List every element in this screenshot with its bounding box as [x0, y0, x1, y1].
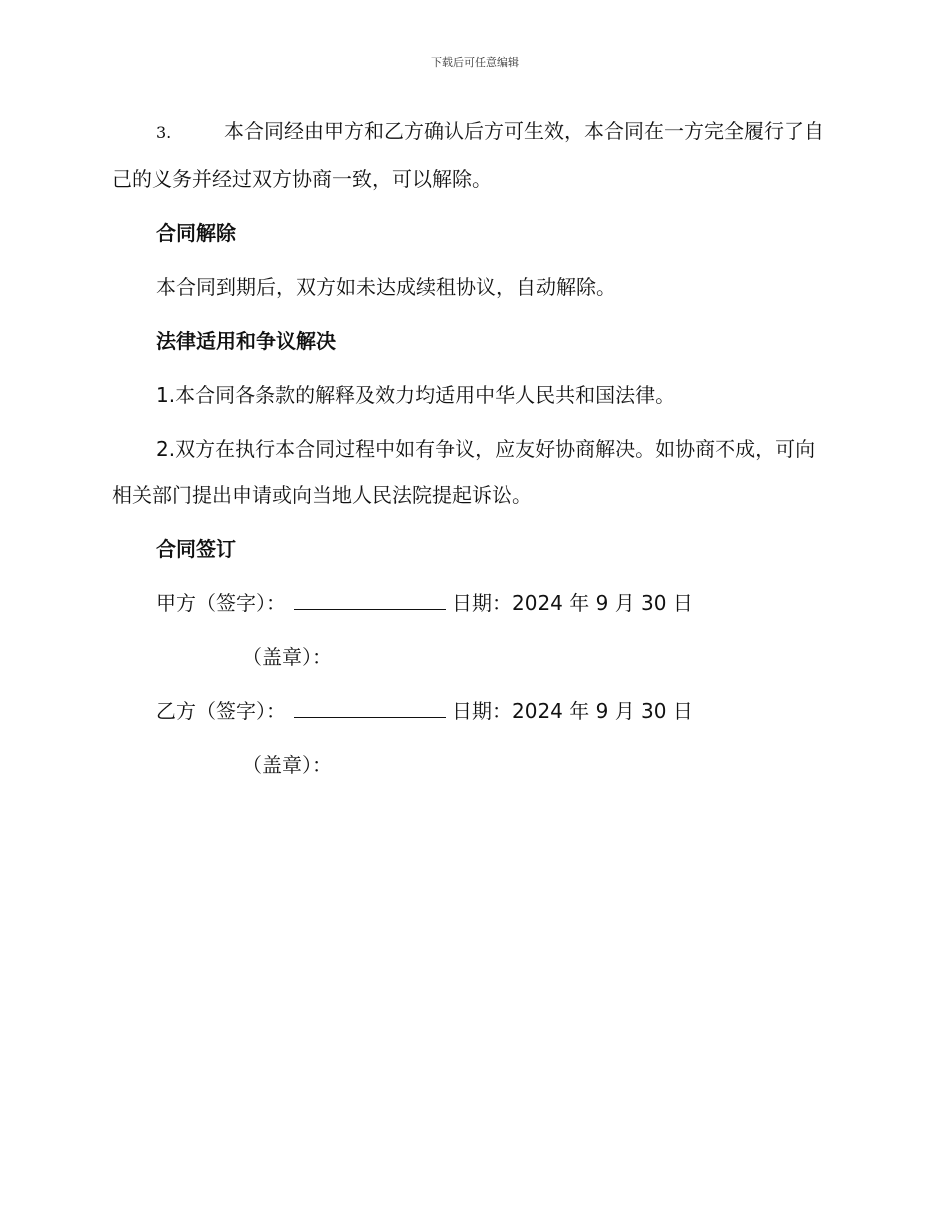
- party-a-seal-row: [112, 634, 834, 680]
- party-b-seal-label: （盖章）：: [242, 753, 332, 777]
- signing-heading: 合同签订: [156, 537, 236, 561]
- party-b-seal-row: [112, 742, 834, 788]
- page-header: 下载后可任意编辑: [431, 56, 519, 69]
- law-heading: 法律适用和争议解决: [156, 329, 336, 353]
- party-a-seal-label: （盖章）：: [242, 645, 332, 669]
- party-a-signature-line[interactable]: [294, 607, 446, 610]
- party-b-signature-row: [112, 688, 834, 734]
- party-b-label: 乙方（签字）：: [156, 699, 286, 723]
- law-item-2: 2.双方在执行本合同过程中如有争议，应友好协商解决。如协商不成，可向相关部门提出申请或向当地人民法院提起诉讼。: [112, 437, 816, 507]
- law-item-1: 1.本合同各条款的解释及效力均适用中华人民共和国法律。: [156, 383, 676, 407]
- termination-heading: 合同解除: [156, 221, 236, 245]
- termination-text: 本合同到期后，双方如未达成续租协议，自动解除。: [156, 275, 616, 299]
- clause-3-text: 本合同经由甲方和乙方确认后方可生效，本合同在一方完全履行了自己的义务并经过双方协商一致，可以解除。: [112, 119, 824, 191]
- party-a-signature-row: [112, 580, 834, 626]
- party-b-date: 日期：2024 年 9 月 30 日: [452, 699, 693, 723]
- document-body: [112, 108, 834, 796]
- clause-3-number: 3.: [156, 123, 172, 142]
- party-b-signature-line[interactable]: [294, 715, 446, 718]
- party-a-label: 甲方（签字）：: [156, 591, 286, 615]
- party-a-date: 日期：2024 年 9 月 30 日: [452, 591, 693, 615]
- clause-3: [112, 108, 834, 202]
